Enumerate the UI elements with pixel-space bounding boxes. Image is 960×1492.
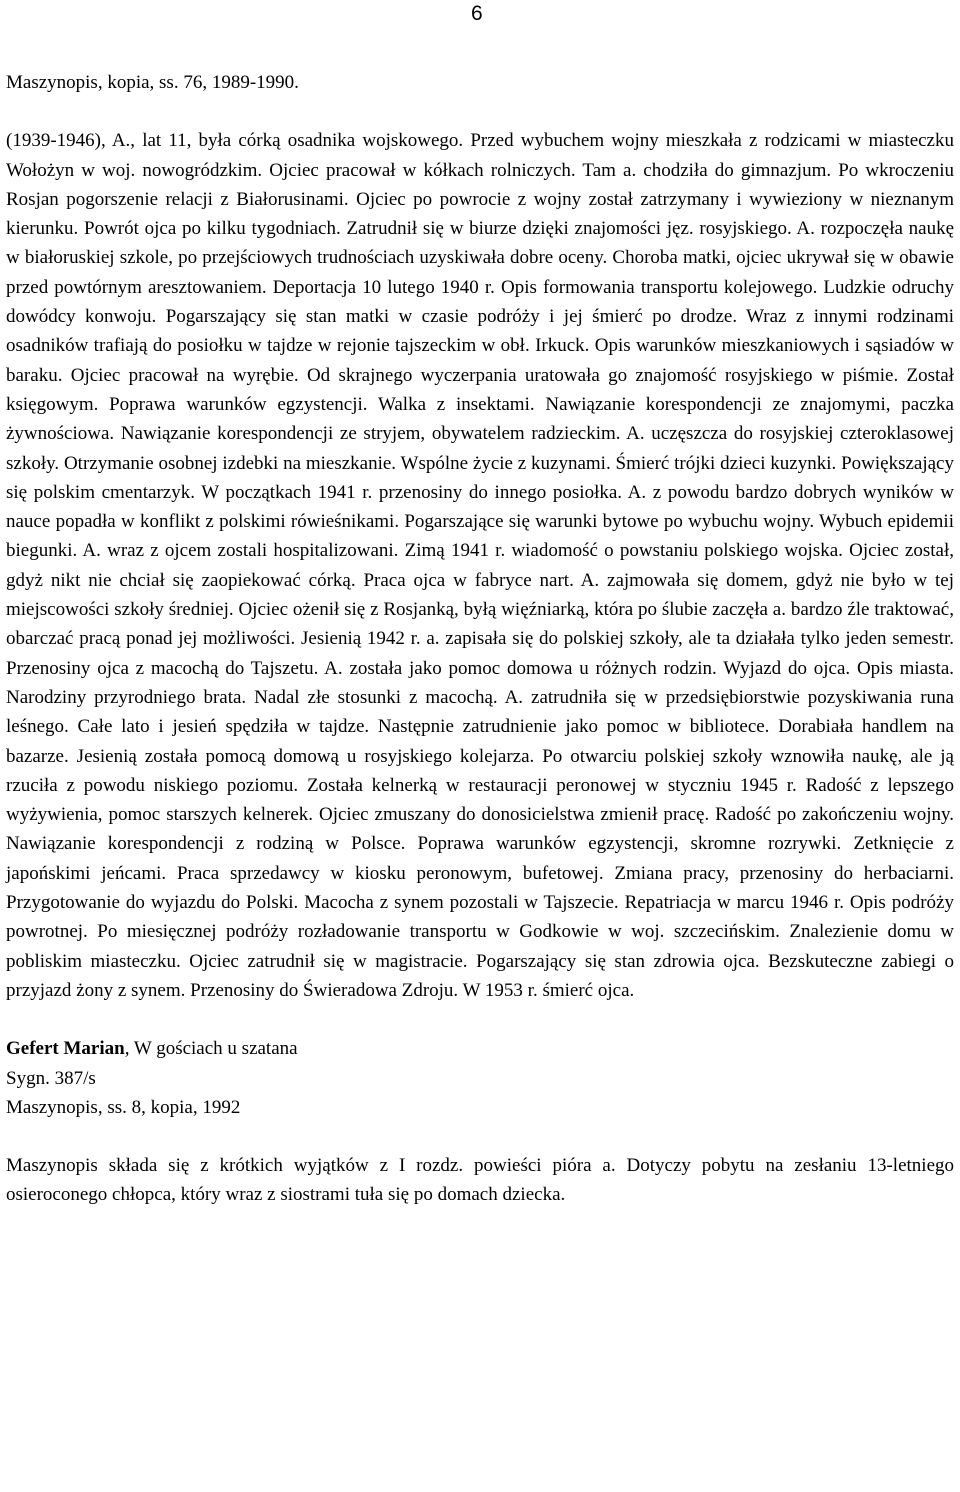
entry-author: Gefert Marian <box>6 1038 125 1060</box>
entry-title: , W gościach u szatana <box>124 1038 298 1060</box>
entry-heading <box>6 1034 954 1063</box>
entry-signature: Sygn. 387/s <box>6 1067 96 1089</box>
page-number: 6 <box>471 2 483 25</box>
entry-source-note: Maszynopis, kopia, ss. 76, 1989-1990. <box>6 72 299 93</box>
entry-source-note: Maszynopis, ss. 8, kopia, 1992 <box>6 1096 241 1118</box>
entry-summary: (1939-1946), A., lat 11, była córką osadnika wojskowego. Przed wybuchem wojny mieszkała z rodzicami w miasteczku Wołożyn w woj. nowogródzkim. Ojciec pracował w kółkach rolniczych. Tam a. chodziła do gimnazjum. Po wkroczeniu Rosjan pogorszenie relacji z Białorusinami. Ojciec po powrocie z wojny został zatrzymany i wywieziony w nieznanym kierunku. Powrót ojca po kilku tygodniach. Zatrudnił się w biurze dzięki znajomości jęz. rosyjskiego. A. rozpoczęła naukę w białoruskiej szkole, po przejściowych trudnościach uzyskiwała dobre oceny. Choroba matki, ojciec ukrywał się w obawie przed powtórnym aresztowaniem. Deportacja 10 lutego 1940 r. Opis formowania transportu kolejowego. Ludzkie odruchy dowódcy konwoju. Pogarszający się stan matki w czasie podróży i jej śmierć po drodze. Wraz z innymi rodzinami osadników trafiają do posiołku w tajdze w rejonie tajszeckim w obł. Irkuck. Opis warunków mieszkaniowych i sąsiadów w baraku. Ojciec pracował na wyrębie. Od skrajnego wyczerpania uratowała go znajomość rosyjskiego w piśmie. Został księgowym. Poprawa warunków egzystencji. Walka z insektami. Nawiązanie korespondencji ze znajomymi, paczka żywnościowa. Nawiązanie korespondencji ze stryjem, obywatelem radzieckim. A. uczęszcza do rosyjskiej czteroklasowej szkoły. Otrzymanie osobnej izdebki na mieszkanie. Wspólne życie z kuzynami. Śmierć trójki dzieci kuzynki. Powiększający się polskim cmentarzyk. W początkach 1941 r. przenosiny do innego posiołka. A. z powodu bardzo dobrych wyników w nauce popadła w konflikt z polskimi rówieśnikami. Pogarszające się warunki bytowe po wybuchu wojny. Wybuch epidemii biegunki. A. wraz z ojcem zostali hospitalizowani. Zimą 1941 r. wiadomość o powstaniu polskiego wojska. Ojciec został, gdyż nikt nie chciał się zaopiekować córką. Praca ojca w fabryce nart. A. zajmowała się domem, gdyż nie było w tej miejscowości szkoły średniej. Ojciec ożenił się z Rosjanką, byłą więźniarką, która po ślubie zaczęła a. bardzo źle traktować, obarczać pracą ponad jej możliwości. Jesienią 1942 r. a. zapisała się do polskiej szkoły, ale ta działała tylko jeden semestr. Przenosiny ojca z macochą do Tajszetu. A. została jako pomoc domowa u różnych rodzin. Wyjazd do ojca. Opis miasta. Narodziny przyrodniego brata. Nadal złe stosunki z macochą. A. zatrudniła się w przedsiębiorstwie pozyskiwania runa leśnego. Całe lato i jesień spędziła w tajdze. Następnie zatrudnienie jako pomoc w bibliotece. Dorabiała handlem na bazarze. Jesienią została pomocą domową u rosyjskiego kolejarza. Po otwarciu polskiej szkoły wznowiła naukę, ale ją rzuciła z powodu niskiego poziomu. Została kelnerką w restauracji peronowej w styczniu 1945 r. Radość z lepszego wyżywienia, pomoc starszych kelnerek. Ojciec zmuszany do donosicielstwa zmienił pracę. Radość po zakończeniu wojny. Nawiązanie korespondencji z rodziną w Polsce. Poprawa warunków egzystencji, skromne rozrywki. Zetknięcie z japońskimi jeńcami. Praca sprzedawcy w kiosku peronowym, bufetowej. Zmiana pracy, przenosiny do herbaciarni. Przygotowanie do wyjazdu do Polski. Macocha z synem pozostali w Tajszecie. Repatriacja w marcu 1946 r. Opis podróży powrotnej. Po miesięcznej podróży rozładowanie transportu w Godkowie w woj. szczecińskim. Znalezienie domu w pobliskim miasteczku. Ojciec zatrudnił się w magistracie. Pogarszający się stan zdrowia ojca. Bezskuteczne zabiegi o przyjazd żony z synem. Przenosiny do Świeradowa Zdroju. W 1953 r. śmierć ojca. <box>6 130 954 1001</box>
entry-summary: Maszynopis składa się z krótkich wyjątków z I rozdz. powieści pióra a. Dotyczy pobytu na zesłaniu 13-letniego osieroconego chłopca, który wraz z siostrami tuła się po domach dziecka. <box>6 1155 954 1206</box>
document-body <box>6 68 954 1239</box>
